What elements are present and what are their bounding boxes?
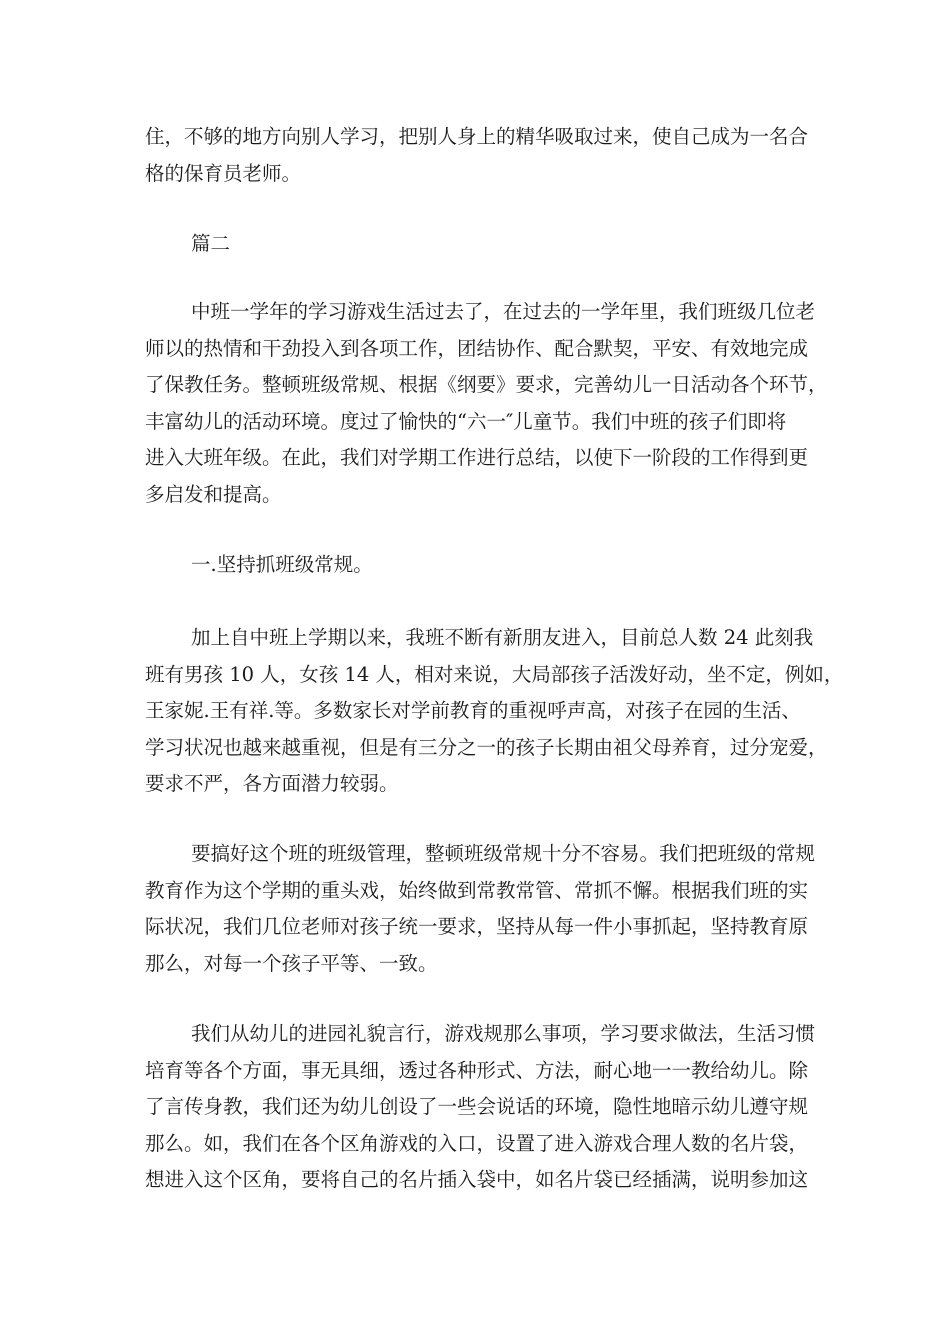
text-line: 住，不够的地方向别人学习，把别人身上的精华吸取过来，使自己成为一名合 [145,125,809,148]
text-line: 想进入这个区角，要将自己的名片插入袋中，如名片袋已经插满，说明参加这 [145,1168,809,1191]
text-line: 培育等各个方面，事无具细，透过各种形式、方法，耐心地一一教给幼儿。除 [145,1058,809,1082]
text-line: 加上自中班上学期以来，我班不断有新朋友进入，目前总人数 24 此刻我 [191,626,814,649]
section-title-text: 篇二 [191,232,231,255]
text-line: 那么，对每一个孩子平等、一致。 [145,951,438,975]
paragraph-2 [145,620,844,803]
text-line: 格的保育员老师。 [145,161,302,185]
text-line: 班有男孩 10 人，女孩 14 人，相对来说，大局部孩子活泼好动，坐不定，例如， [145,662,844,686]
intro-paragraph [145,119,809,192]
text-line: 教育作为这个学期的重头戏，始终做到常教常管、常抓不懈。根据我们班的实 [145,878,809,902]
text-line: 多启发和提高。 [145,482,282,506]
text-line: 丰富幼儿的活动环境。度过了愉快的“六一″儿童节。我们中班的孩子们即将 [145,409,787,433]
heading-1-text: 一.坚持抓班级常规。 [191,553,373,576]
text-line: 那么。如，我们在各个区角游戏的入口，设置了进入游戏合理人数的名片袋， [145,1131,809,1155]
text-line: 了保教任务。整顿班级常规、根据《纲要》要求，完善幼儿一日活动各个环节， [145,373,828,396]
text-line: 际状况，我们几位老师对孩子统一要求，坚持从每一件小事抓起，坚持教育原 [145,915,809,938]
text-line: 要求不严，各方面潜力较弱。 [145,772,399,795]
paragraph-1 [145,294,828,513]
text-line: 要搞好这个班的班级管理，整顿班级常规十分不容易。我们把班级的常规 [191,842,816,865]
paragraph-4 [145,1016,816,1199]
section-title [145,226,805,263]
text-line: 我们从幼儿的进园礼貌言行，游戏规那么事项，学习要求做法，生活习惯 [191,1022,816,1045]
heading-1 [145,547,805,584]
text-line: 王家妮.王有祥.等。多数家长对学前教育的重视呼声高，对孩子在园的生活、 [145,699,801,722]
text-line: 中班一学年的学习游戏生活过去了，在过去的一学年里，我们班级几位老 [191,300,816,323]
text-line: 学习状况也越来越重视，但是有三分之一的孩子长期由祖父母养育，过分宠爱， [145,735,828,759]
text-line: 进入大班年级。在此，我们对学期工作进行总结，以使下一阶段的工作得到更 [145,446,809,469]
paragraph-3 [145,836,816,982]
text-line: 师以的热情和干劲投入到各项工作，团结协作、配合默契，平安、有效地完成 [145,336,809,360]
text-line: 了言传身教，我们还为幼儿创设了一些会说话的环境，隐性地暗示幼儿遵守规 [145,1095,809,1118]
